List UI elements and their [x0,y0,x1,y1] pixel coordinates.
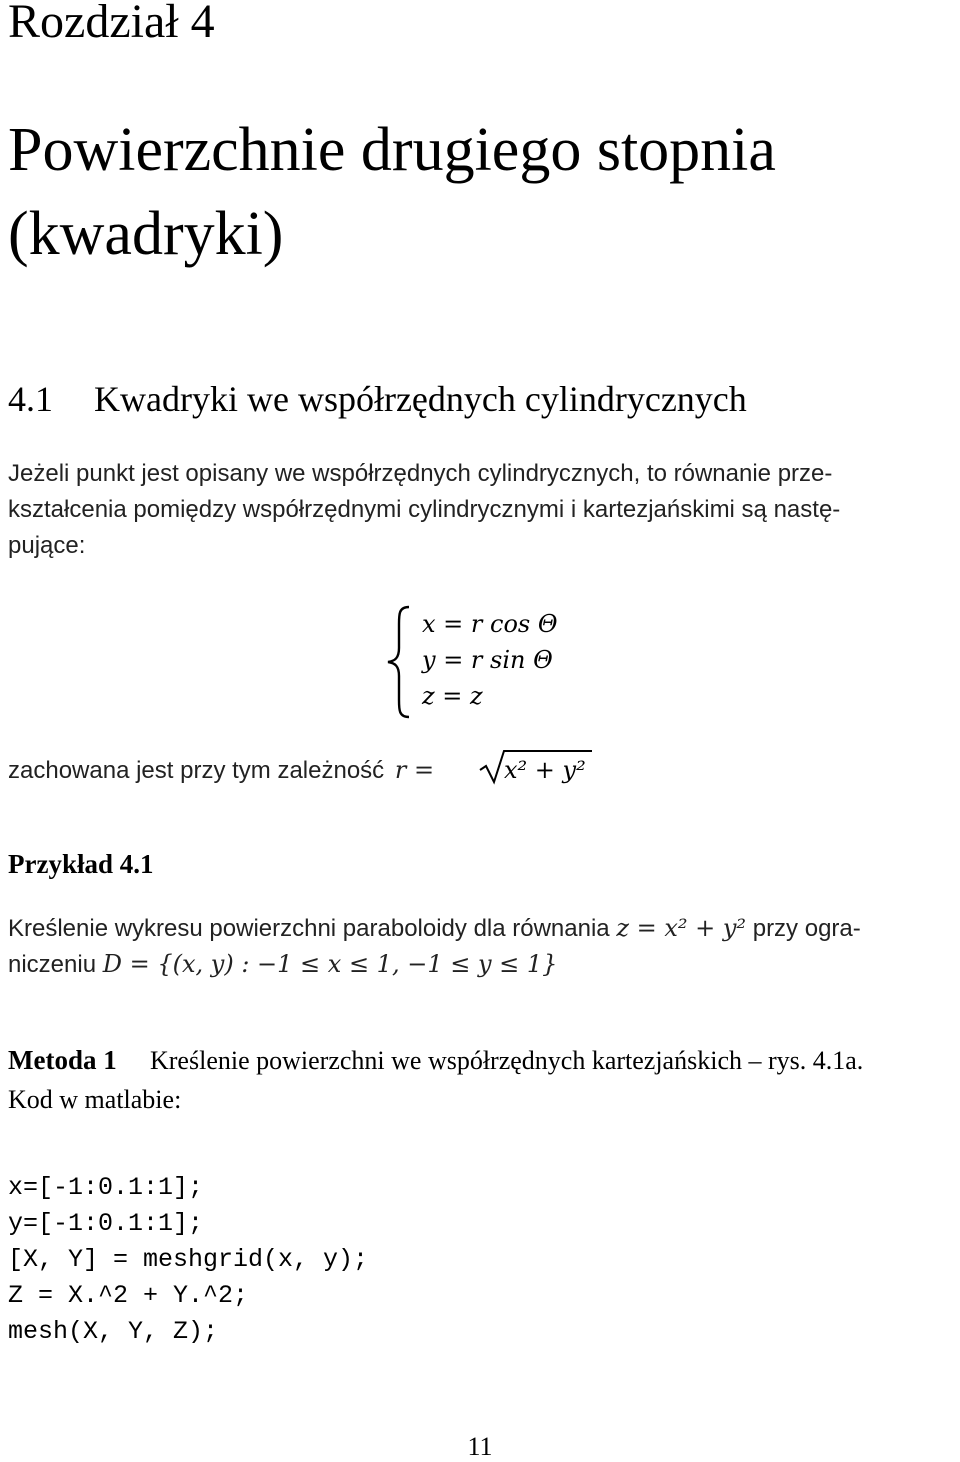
method-label: Metoda 1 [8,1045,117,1075]
example-line-1-formula: z = x² + y² [616,914,747,942]
sqrt-radicand: x² + y² [504,756,586,784]
example-label: Przykład 4.1 [8,849,154,879]
example-line-1-text: Kreślenie wykresu powierzchni paraboloidy dla równania [8,915,610,942]
example-line-1 [8,910,952,947]
example-line-2 [8,946,952,983]
code-line-5: mesh(X, Y, Z); [8,1317,219,1346]
method-line [8,1042,863,1083]
chapter-title-line-1: Powierzchnie drugiego stopnia [8,116,776,184]
intro-line-2: kształcenia pomiędzy współrzędnymi cylindrycznymi i kartezjańskimi są nastę- [8,496,841,523]
method-text: Kreślenie powierzchni we współrzędnych kartezjańskich – rys. 4.1a. [150,1046,864,1075]
code-line-1: x=[-1:0.1:1]; [8,1173,204,1202]
chapter-title-line-2: (kwadryki) [8,200,284,268]
equation-z: z = z [422,682,483,710]
intro-line-3: pujące: [8,532,86,559]
section-heading [8,377,747,421]
example-line-1-tail: przy ogra- [752,915,861,942]
example-line-2-formula: D = {(x, y) : −1 ≤ x ≤ 1, −1 ≤ y ≤ 1} [102,950,558,978]
code-line-2: y=[-1:0.1:1]; [8,1209,204,1238]
code-line-4: Z = X.^2 + Y.^2; [8,1281,249,1310]
section-title: Kwadryki we współrzędnych cylindrycznych [94,379,747,419]
chapter-label: Rozdział 4 [8,0,215,48]
example-line-2-text: niczeniu [8,951,97,978]
equation-y: y = r sin Θ [422,646,553,674]
code-label: Kod w matlabie: [8,1085,182,1114]
relation-text: zachowana jest przy tym zależność [8,757,385,784]
code-line-3: [X, Y] = meshgrid(x, y); [8,1245,369,1274]
equation-x: x = r cos Θ [422,610,558,638]
intro-line-1: Jeżeli punkt jest opisany we współrzędnych cylindrycznych, to równanie prze- [8,460,833,487]
page-number: 11 [467,1432,493,1461]
section-number: 4.1 [8,379,53,419]
relation-lhs: r = [394,756,435,784]
left-brace [383,604,413,720]
